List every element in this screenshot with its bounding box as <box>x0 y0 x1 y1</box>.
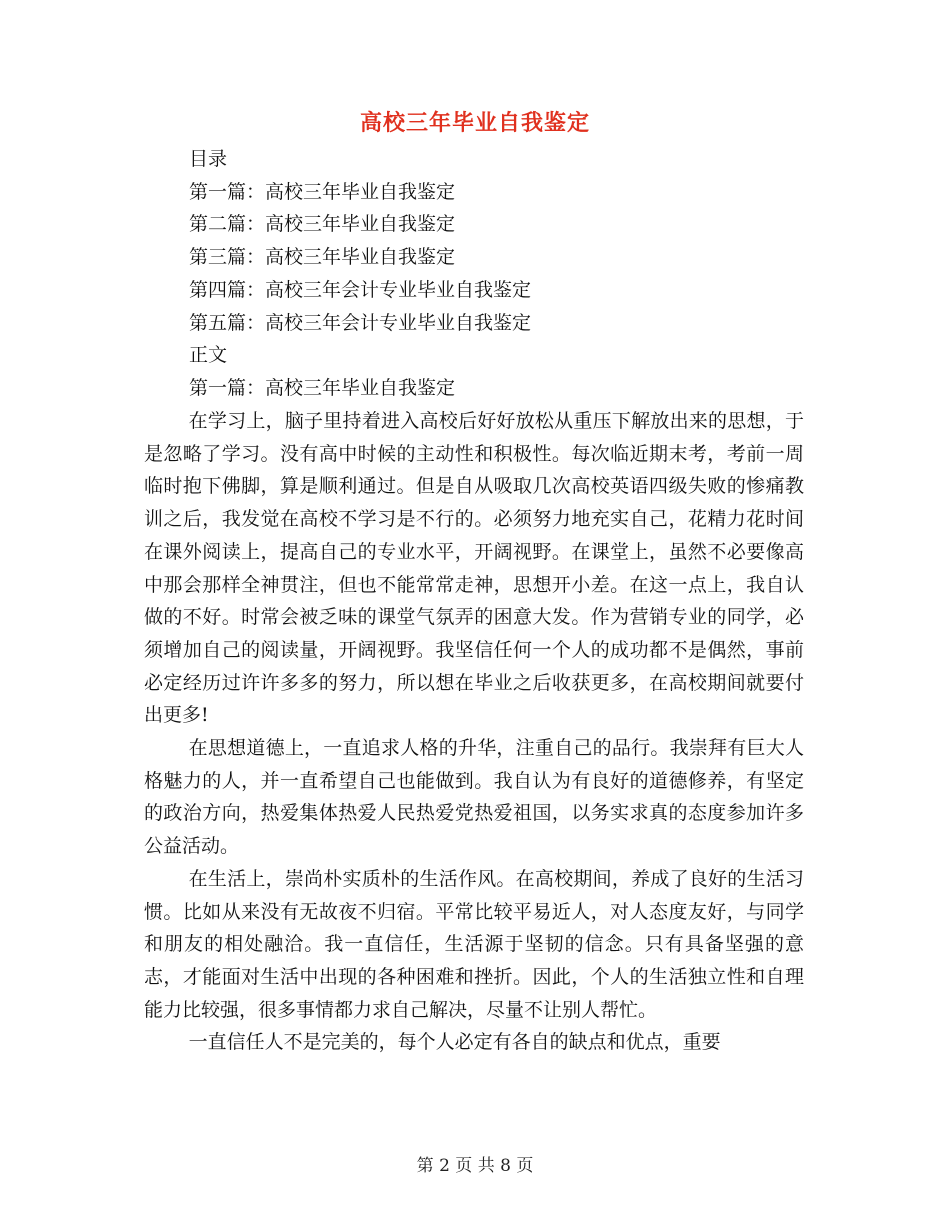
section-title: 第一篇：高校三年毕业自我鉴定 <box>189 376 456 399</box>
table-of-contents <box>189 143 531 405</box>
toc-item: 第二篇：高校三年毕业自我鉴定 <box>189 213 456 236</box>
body-text <box>144 405 804 1059</box>
toc-heading: 目录 <box>189 148 228 170</box>
document-title: 高校三年毕业自我鉴定 <box>359 111 590 136</box>
paragraph: 一直信任人不是完美的，每个人必定有各自的缺点和优点，重要 <box>188 1031 721 1054</box>
toc-item: 第五篇：高校三年会计专业毕业自我鉴定 <box>189 311 532 334</box>
toc-item: 第三篇：高校三年毕业自我鉴定 <box>189 246 456 269</box>
toc-item: 第四篇：高校三年会计专业毕业自我鉴定 <box>189 278 532 301</box>
toc-item: 第一篇：高校三年毕业自我鉴定 <box>189 180 456 203</box>
paragraph: 在生活上，崇尚朴实质朴的生活作风。在高校期间，养成了良好的生活习惯。比如从来没有无故夜不归宿。平常比较平易近人，对人态度友好，与同学和朋友的相处融洽。我一直信任，生活源于坚韧的信念。只有具备坚强的意志，才能面对生活中出现的各种困难和挫折。因此，个人的生活独立性和自理能力比较强，很多事情都力求自己解决，尽量不让别人帮忙。 <box>144 867 804 1021</box>
body-heading: 正文 <box>189 344 228 367</box>
paragraph: 在学习上，脑子里持着进入高校后好好放松从重压下解放出来的思想，于是忽略了学习。没有高中时候的主动性和积极性。每次临近期末考，考前一周临时抱下佛脚，算是顺利通过。但是自从吸取几次高校英语四级失败的惨痛教训之后，我发觉在高校不学习是不行的。必须努力地充实自己，花精力花时间在课外阅读上，提高自己的专业水平，开阔视野。在课堂上，虽然不必要像高中那会那样全神贯注，但也不能常常走神，思想开小差。在这一点上，我自认做的不好。时常会被乏味的课堂气氛弄的困意大发。作为营销专业的同学，必须增加自己的阅读量，开阔视野。我坚信任何一个人的成功都不是偶然，事前必定经历过许许多多的努力，所以想在毕业之后收获更多，在高校期间就要付出更多! <box>144 410 804 727</box>
page-footer: 第 2 页 共 8 页 <box>416 1156 534 1176</box>
paragraph: 在思想道德上，一直追求人格的升华，注重自己的品行。我崇拜有巨大人格魅力的人，并一直希望自己也能做到。我自认为有良好的道德修养，有坚定的政治方向，热爱集体热爱人民热爱党热爱祖国，以务实求真的态度参加许多公益活动。 <box>144 737 804 858</box>
